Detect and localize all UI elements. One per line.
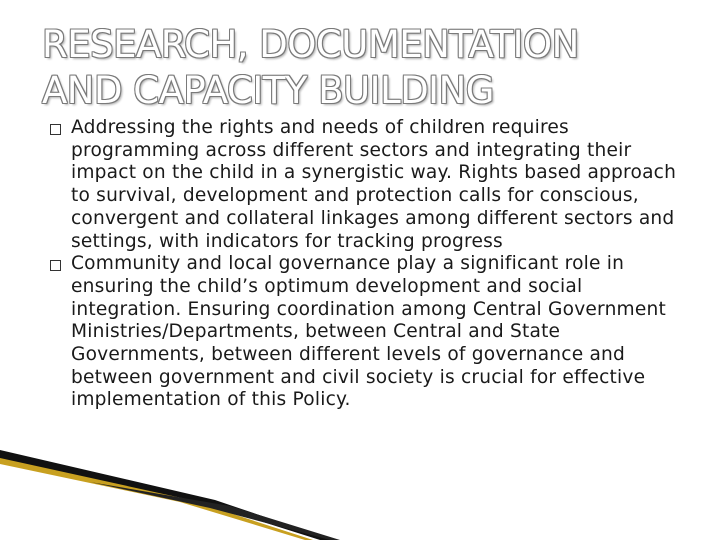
bullet-item [50, 253, 690, 412]
slide-title-line-2: AND CAPACITY BUILDING [42, 69, 494, 112]
decorative-swoosh [0, 440, 720, 540]
checkbox-bullet-icon [50, 124, 61, 135]
bullet-item [50, 117, 690, 253]
slide-title-line-1: RESEARCH, DOCUMENTATION [42, 23, 579, 66]
checkbox-bullet-icon [50, 260, 61, 271]
bullet-text: Addressing the rights and needs of children requires programming across different sectors and integrating their impact on the child in a synergistic way. Rights based approach to survival, development and protection calls for conscious, convergent and collateral linkages among different sectors and settings, with indicators for tracking progress [71, 117, 677, 252]
bullet-list [50, 117, 690, 412]
bullet-text: Community and local governance play a significant role in ensuring the child’s optimum development and social integration. Ensuring coordination among Central Government Ministries/Departments, between Central and State Governments, between different levels of governance and between government and civil society is crucial for effective implementation of this Policy. [71, 253, 666, 411]
slide-title [42, 22, 682, 114]
